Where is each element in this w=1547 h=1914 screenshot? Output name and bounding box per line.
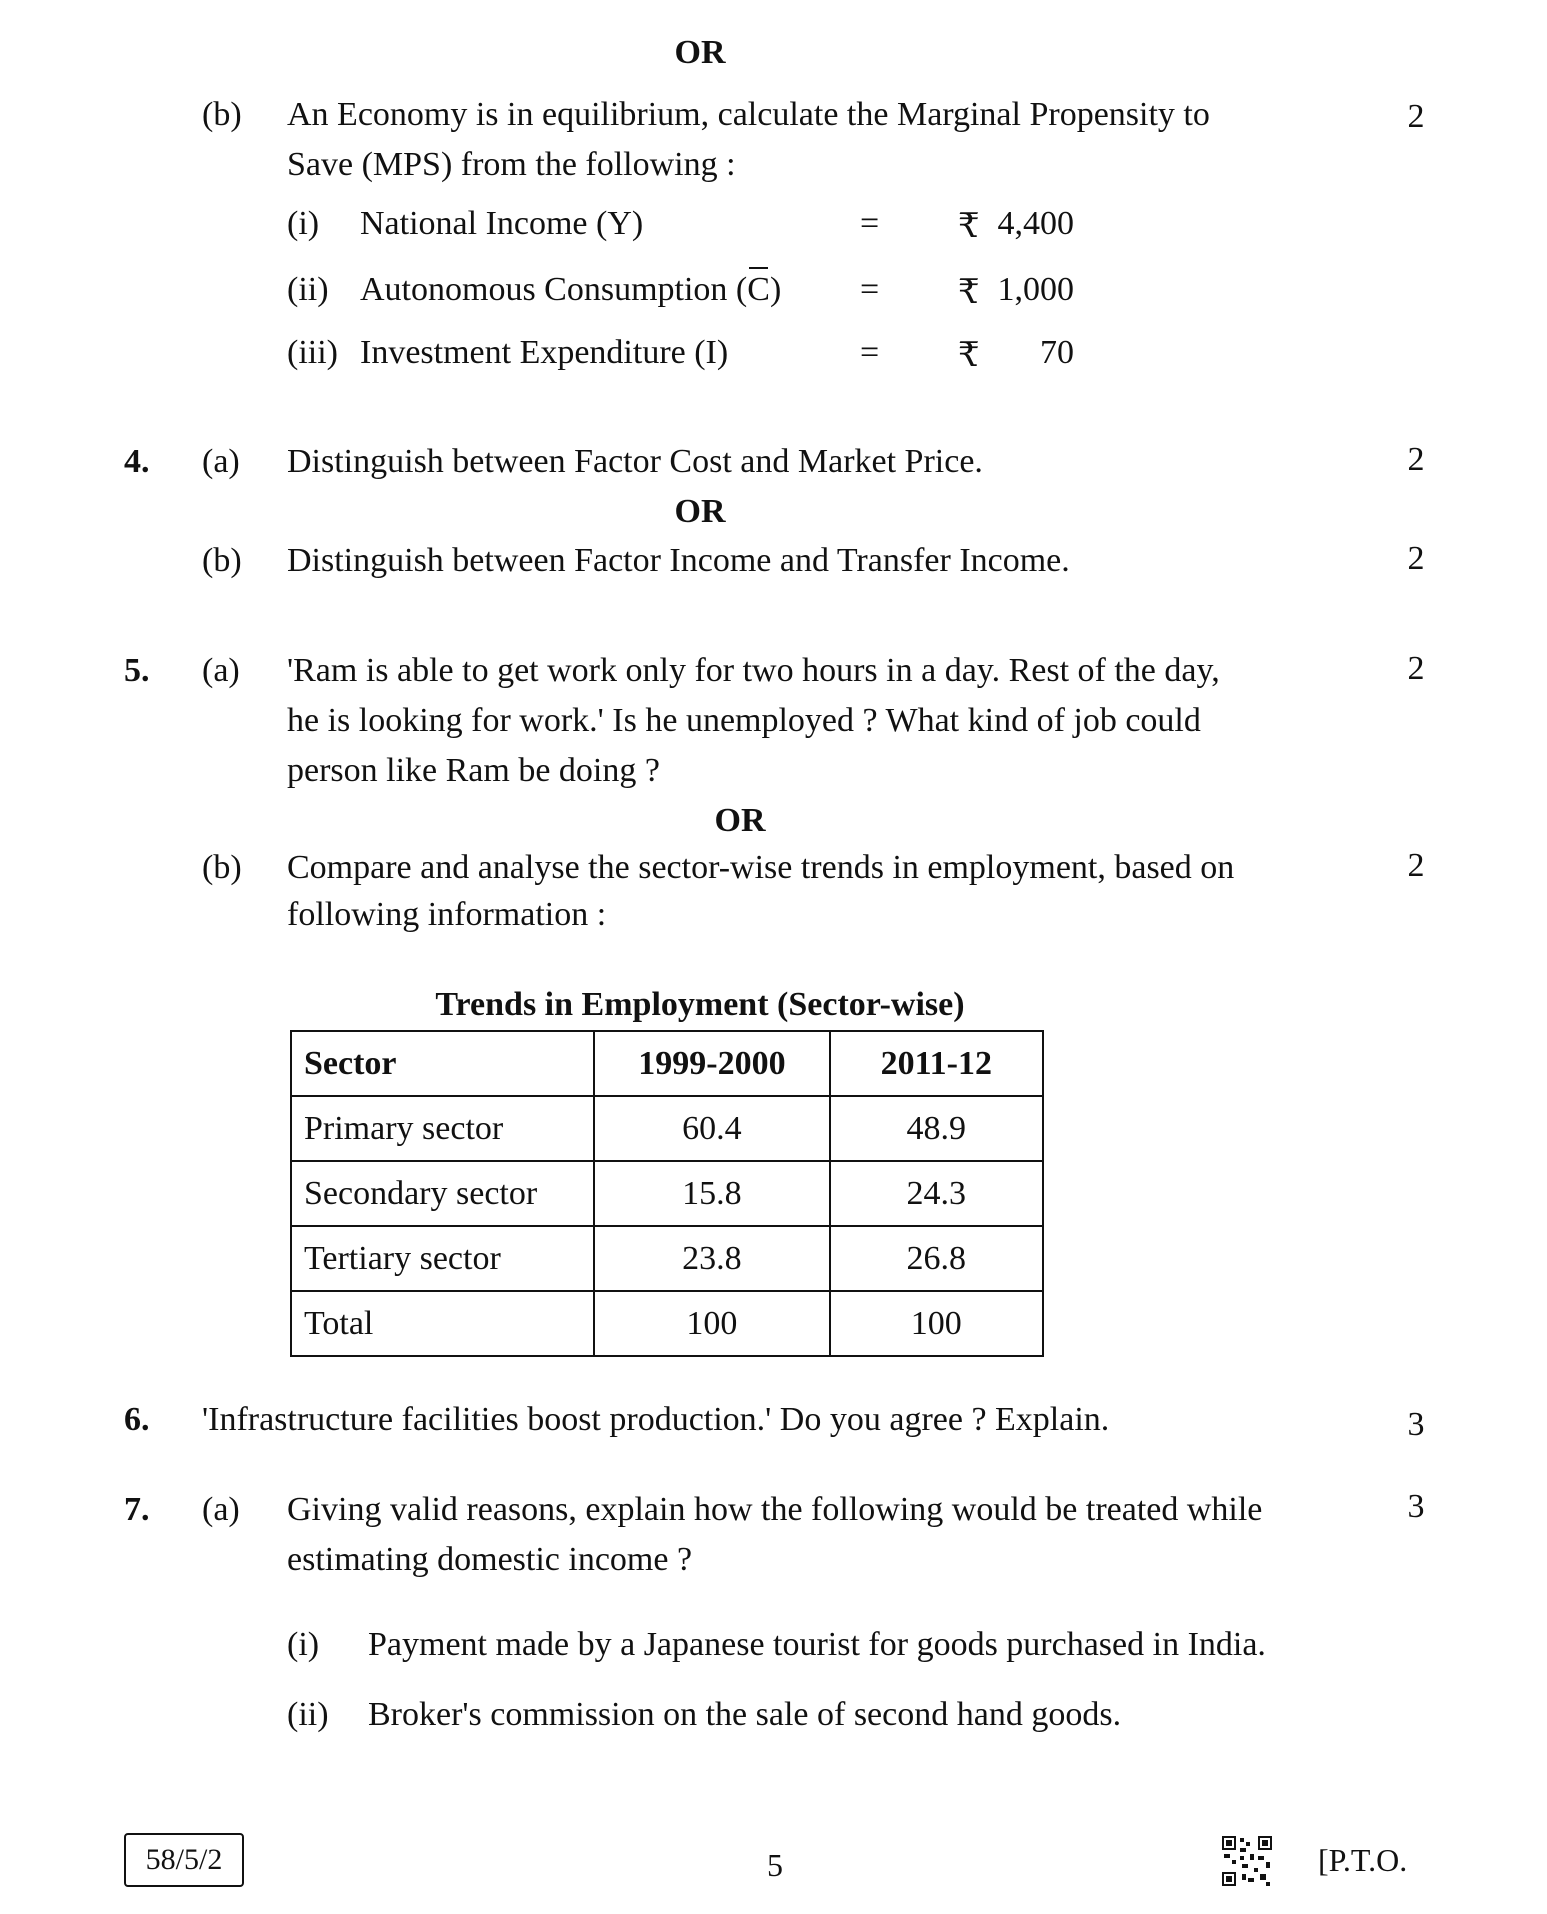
q3b-item-1-value: 4,400 xyxy=(997,205,1074,242)
q6-number: 6. xyxy=(124,1401,150,1438)
table-cell: 100 xyxy=(594,1291,829,1356)
q5b-label: (b) xyxy=(202,849,242,886)
q3b-label: (b) xyxy=(202,96,242,133)
q7-number: 7. xyxy=(124,1491,150,1528)
employment-table xyxy=(290,1030,1044,1357)
q7a-label: (a) xyxy=(202,1491,240,1528)
q5a-label: (a) xyxy=(202,652,240,689)
table-row xyxy=(291,1226,1043,1291)
q3b-item-3-equals: = xyxy=(860,334,880,371)
q5a-marks: 2 xyxy=(1407,650,1425,687)
paper-code-box: 58/5/2 xyxy=(124,1833,244,1887)
q3b-item-2-value: 1,000 xyxy=(997,271,1074,308)
q4b-marks: 2 xyxy=(1407,540,1425,577)
table-cell: 23.8 xyxy=(594,1226,829,1291)
q5a-text-line2: he is looking for work.' Is he unemployed ? What kind of job could xyxy=(287,702,1201,739)
q3b-item-3-num: (iii) xyxy=(287,334,338,371)
rupee-icon: ₹ xyxy=(958,274,980,311)
q3b-item-2-equals: = xyxy=(860,271,880,308)
q5-number: 5. xyxy=(124,652,150,689)
q7a-item-1-text: Payment made by a Japanese tourist for goods purchased in India. xyxy=(368,1626,1266,1663)
q7a-item-1-num: (i) xyxy=(287,1626,320,1663)
q5b-marks: 2 xyxy=(1407,847,1425,884)
q3b-item-1-equals: = xyxy=(860,205,880,242)
c-bar-symbol: C xyxy=(747,265,770,315)
q3b-item-1-num: (i) xyxy=(287,205,320,242)
q4b-label: (b) xyxy=(202,542,242,579)
q6-marks: 3 xyxy=(1407,1406,1425,1443)
q4a-label: (a) xyxy=(202,443,240,480)
q5b-text-line2: following information : xyxy=(287,896,607,933)
table-header-sector: Sector xyxy=(291,1031,594,1096)
table-header-1999-2000: 1999-2000 xyxy=(594,1031,829,1096)
q7a-marks: 3 xyxy=(1407,1488,1425,1525)
table-header-row xyxy=(291,1031,1043,1096)
q5a-text-line1: 'Ram is able to get work only for two hours in a day. Rest of the day, xyxy=(287,652,1220,689)
table-cell: Secondary sector xyxy=(291,1161,594,1226)
q3b-text-line1: An Economy is in equilibrium, calculate the Marginal Propensity to xyxy=(287,96,1210,133)
table-header-2011-12: 2011-12 xyxy=(830,1031,1043,1096)
table-row xyxy=(291,1096,1043,1161)
or-divider-q4: OR xyxy=(674,493,726,530)
q3b-item-2-num: (ii) xyxy=(287,271,329,308)
q3b-text-line2: Save (MPS) from the following : xyxy=(287,146,736,183)
q3b-marks: 2 xyxy=(1407,98,1425,135)
q7a-text-line2: estimating domestic income ? xyxy=(287,1541,693,1578)
q5a-text-line3: person like Ram be doing ? xyxy=(287,752,660,789)
q3b-item-1-text: National Income (Y) xyxy=(360,205,644,242)
table-cell: 48.9 xyxy=(830,1096,1043,1161)
rupee-icon: ₹ xyxy=(958,208,980,245)
q6-text: 'Infrastructure facilities boost production.' Do you agree ? Explain. xyxy=(202,1401,1110,1438)
q3b-item-3-value: 70 xyxy=(1040,334,1074,371)
q7a-text-line1: Giving valid reasons, explain how the following would be treated while xyxy=(287,1491,1263,1528)
q7a-item-2-num: (ii) xyxy=(287,1696,329,1733)
table-cell: 26.8 xyxy=(830,1226,1043,1291)
table-cell: Total xyxy=(291,1291,594,1356)
or-divider-q5: OR xyxy=(714,802,766,839)
qr-code-icon xyxy=(1222,1836,1272,1886)
rupee-icon: ₹ xyxy=(958,337,980,374)
q4a-text: Distinguish between Factor Cost and Market Price. xyxy=(287,443,983,480)
table-title: Trends in Employment (Sector-wise) xyxy=(435,986,965,1023)
table-cell: 15.8 xyxy=(594,1161,829,1226)
table-cell: Tertiary sector xyxy=(291,1226,594,1291)
table-cell: Primary sector xyxy=(291,1096,594,1161)
table-row xyxy=(291,1291,1043,1356)
or-divider-q3: OR xyxy=(674,34,726,71)
q4a-marks: 2 xyxy=(1407,441,1425,478)
page-number: 5 xyxy=(767,1847,783,1883)
q4b-text: Distinguish between Factor Income and Transfer Income. xyxy=(287,542,1070,579)
table-cell: 60.4 xyxy=(594,1096,829,1161)
table-cell: 100 xyxy=(830,1291,1043,1356)
pto-label: [P.T.O. xyxy=(1318,1842,1408,1878)
table-cell: 24.3 xyxy=(830,1161,1043,1226)
q4-number: 4. xyxy=(124,443,150,480)
q5b-text-line1: Compare and analyse the sector-wise trends in employment, based on xyxy=(287,849,1235,886)
q7a-item-2-text: Broker's commission on the sale of second hand goods. xyxy=(368,1696,1122,1733)
q3b-item-2-text: Autonomous Consumption (C) xyxy=(360,265,781,315)
table-row xyxy=(291,1161,1043,1226)
q3b-item-3-text: Investment Expenditure (I) xyxy=(360,334,729,371)
